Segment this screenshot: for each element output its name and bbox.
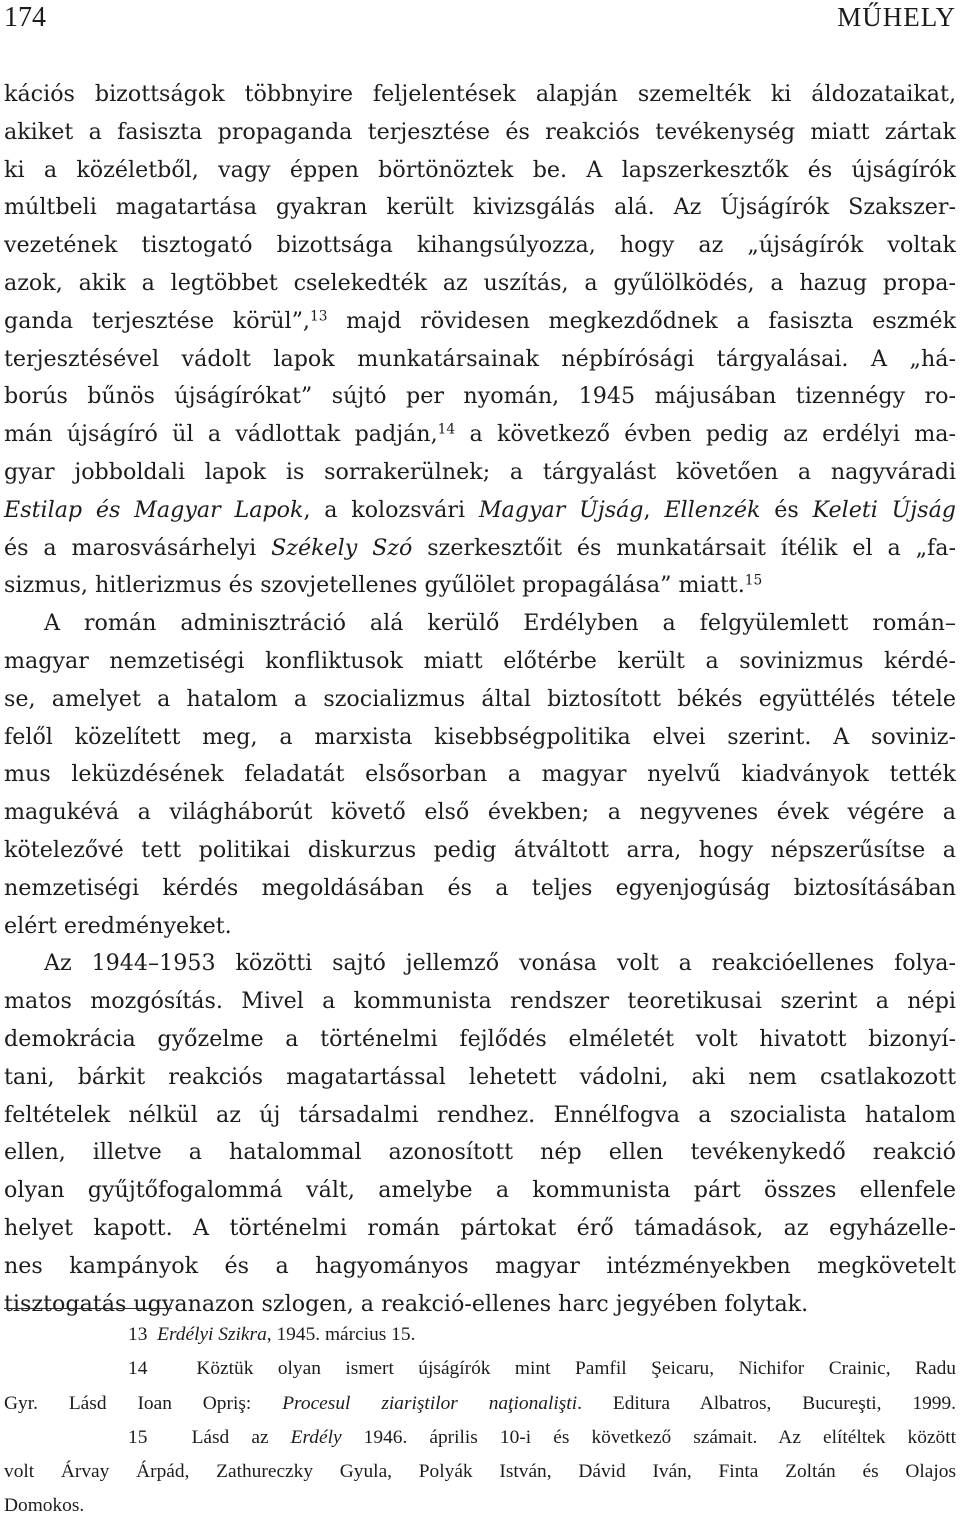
italic-title: Estilap és Magyar Lapok — [4, 496, 304, 523]
text-line: matos mozgósítás. Mivel a kommunista rendszer teoretikusai szerint a népi — [4, 988, 956, 1015]
page-number: 174 — [4, 2, 46, 33]
text-line: demokrácia győzelme a történelmi fejlődés elméletét volt hivatott bizonyí- — [4, 1025, 956, 1052]
text-line: gyar jobboldali lapok is sorrakerülnek; a tárgyalást követően a nagyváradi — [4, 458, 956, 485]
text-line: tani, bárkit reakciós magatartással lehetett vádolni, aki nem csatlakozott — [4, 1063, 956, 1090]
text-line: kötelezővé tett politikai diskurzus pedig átváltott arra, hogy népszerűsítse a — [4, 836, 956, 863]
text-line: vezetének tisztogató bizottsága kihangsúlyozza, hogy az „újságírók voltak — [4, 232, 956, 259]
footnote-number: 14 — [128, 1358, 148, 1380]
text-line: azok, akik a legtöbbet cselekedték az uszítás, a gyűlölködés, a hazug propa- — [4, 269, 956, 296]
text-run: Köztük olyan ismert újságírók mint Pamfil Şeicaru, Nichifor Crainic, Radu — [196, 1358, 956, 1380]
footnote-line: Domokos. — [4, 1495, 85, 1517]
footnote-13 — [4, 1318, 956, 1352]
italic-title: Ellenzék — [664, 496, 761, 523]
text-line: olyan gyűjtőfogalommá vált, amelybe a kommunista párt összes ellenfele — [4, 1177, 956, 1204]
footnotes — [4, 1318, 956, 1524]
text-run: és — [760, 496, 813, 523]
italic-title: Magyar Újság — [478, 496, 644, 523]
text-run: 1946. április 10-i és következő számait. Az elítéltek között — [341, 1426, 956, 1448]
text-line: tisztogatás ugyanazon szlogen, a reakció-ellenes harc jegyében folytak. — [4, 1290, 809, 1317]
text-run: majd rövidesen megkezdődnek a fasiszta eszmék — [327, 307, 957, 334]
footnote-14 — [4, 1352, 956, 1386]
page-header — [4, 2, 956, 42]
footnote-number: 15 — [128, 1426, 148, 1448]
text-line — [4, 567, 956, 605]
footnote-ref[interactable]: 15 — [744, 572, 763, 589]
body-text — [4, 76, 956, 1323]
text-run: és a marosvásárhelyi — [4, 534, 272, 561]
text-run: Lásd az — [191, 1426, 291, 1448]
italic-title: Keleti Újság — [812, 496, 956, 523]
text-run: a következő évben pedig az erdélyi ma- — [455, 421, 956, 448]
text-run: , a kolozsvári — [303, 496, 479, 523]
text-line: magukévá a világháborút követő első években; a negyvenes évek végére a — [4, 799, 956, 826]
footnote-number: 13 — [128, 1324, 148, 1345]
italic-title: Erdélyi Szikra — [157, 1324, 267, 1345]
text-line: ellen, illetve a hatalommal azonosított nép ellen tevékenykedő reakció — [4, 1139, 956, 1166]
text-line — [4, 416, 956, 454]
text-run: mán újságíró ül a vádlottak padján, — [4, 421, 438, 448]
text-run: sizmus, hitlerizmus és szovjetellenes gyűlölet propagálása” miatt. — [4, 572, 745, 599]
text-line: elért eredményeket. — [4, 912, 232, 939]
text-line: kációs bizottságok többnyire feljelentések alapján szemelték ki áldozataikat, — [4, 81, 956, 107]
italic-title: Erdély — [290, 1426, 342, 1448]
text-line: borús bűnös újságírókat” sújtó per nyomán, 1945 májusában tizennégy ro- — [4, 383, 956, 410]
text-run: ganda terjesztése körül”, — [4, 307, 310, 334]
text-run: . Editura Albatros, Bucureşti, 1999. — [577, 1392, 956, 1414]
italic-title: Székely Szó — [271, 534, 413, 561]
footnote-ref[interactable]: 14 — [437, 421, 456, 438]
text-line: A román adminisztráció alá kerülő Erdélyben a felgyülemlett román– — [44, 610, 956, 637]
footnote-line — [4, 1387, 956, 1421]
text-line — [4, 303, 956, 341]
footnote-ref[interactable]: 13 — [309, 308, 328, 325]
text-line — [4, 492, 956, 530]
text-line: felől közelített meg, a marxista kisebbségpolitika elvei szerint. A soviniz- — [4, 723, 956, 750]
text-line: akiket a fasiszta propaganda terjesztése és reakciós tevékenység miatt zártak — [4, 118, 956, 145]
text-line: Az 1944–1953 közötti sajtó jellemző vonása volt a reakcióellenes folya- — [44, 950, 956, 977]
text-line: mus leküzdésének feladatát elsősorban a magyar nyelvű kiadványok tették — [4, 761, 956, 788]
text-run: , — [643, 496, 665, 523]
footnote-15 — [4, 1421, 956, 1455]
footnote-divider — [4, 1308, 172, 1309]
text-line: se, amelyet a hatalom a szocializmus által biztosított békés együttélés tétele — [4, 685, 956, 712]
text-line: helyet kapott. A történelmi román pártokat érő támadások, az egyházelle- — [4, 1214, 956, 1241]
text-line: nes kampányok és a hagyományos magyar intézményekben megkövetelt — [4, 1252, 956, 1279]
text-line: terjesztésével vádolt lapok munkatársainak népbírósági tárgyalásai. A „há- — [4, 345, 956, 372]
text-run: Gyr. Lásd Ioan Opriş: — [4, 1392, 283, 1414]
italic-title: Procesul ziariştilor naţionalişti — [282, 1392, 578, 1414]
text-line: ki a közéletből, vagy éppen börtönöztek be. A lapszerkesztők és újságírók — [4, 156, 956, 183]
running-head: MŰHELY — [837, 2, 956, 32]
text-line: nemzetiségi kérdés megoldásában és a teljes egyenjogúság biztosításában — [4, 874, 956, 901]
footnote-line: volt Árvay Árpád, Zathureczky Gyula, Polyák István, Dávid Iván, Finta Zoltán és Olajos — [4, 1461, 956, 1483]
text-line: magyar nemzetiségi konfliktusok miatt előtérbe került a sovinizmus kérdé- — [4, 647, 956, 674]
text-run: szerkesztőit és munkatársait ítélik el a „fa- — [412, 534, 956, 561]
text-run: , 1945. március 15. — [266, 1324, 416, 1345]
text-line: feltételek nélkül az új társadalmi rendhez. Ennélfogva a szocialista hatalom — [4, 1101, 956, 1128]
text-line — [4, 530, 956, 568]
text-line: múltbeli magatartása gyakran került kivizsgálás alá. Az Újságírók Szakszer- — [4, 194, 956, 221]
